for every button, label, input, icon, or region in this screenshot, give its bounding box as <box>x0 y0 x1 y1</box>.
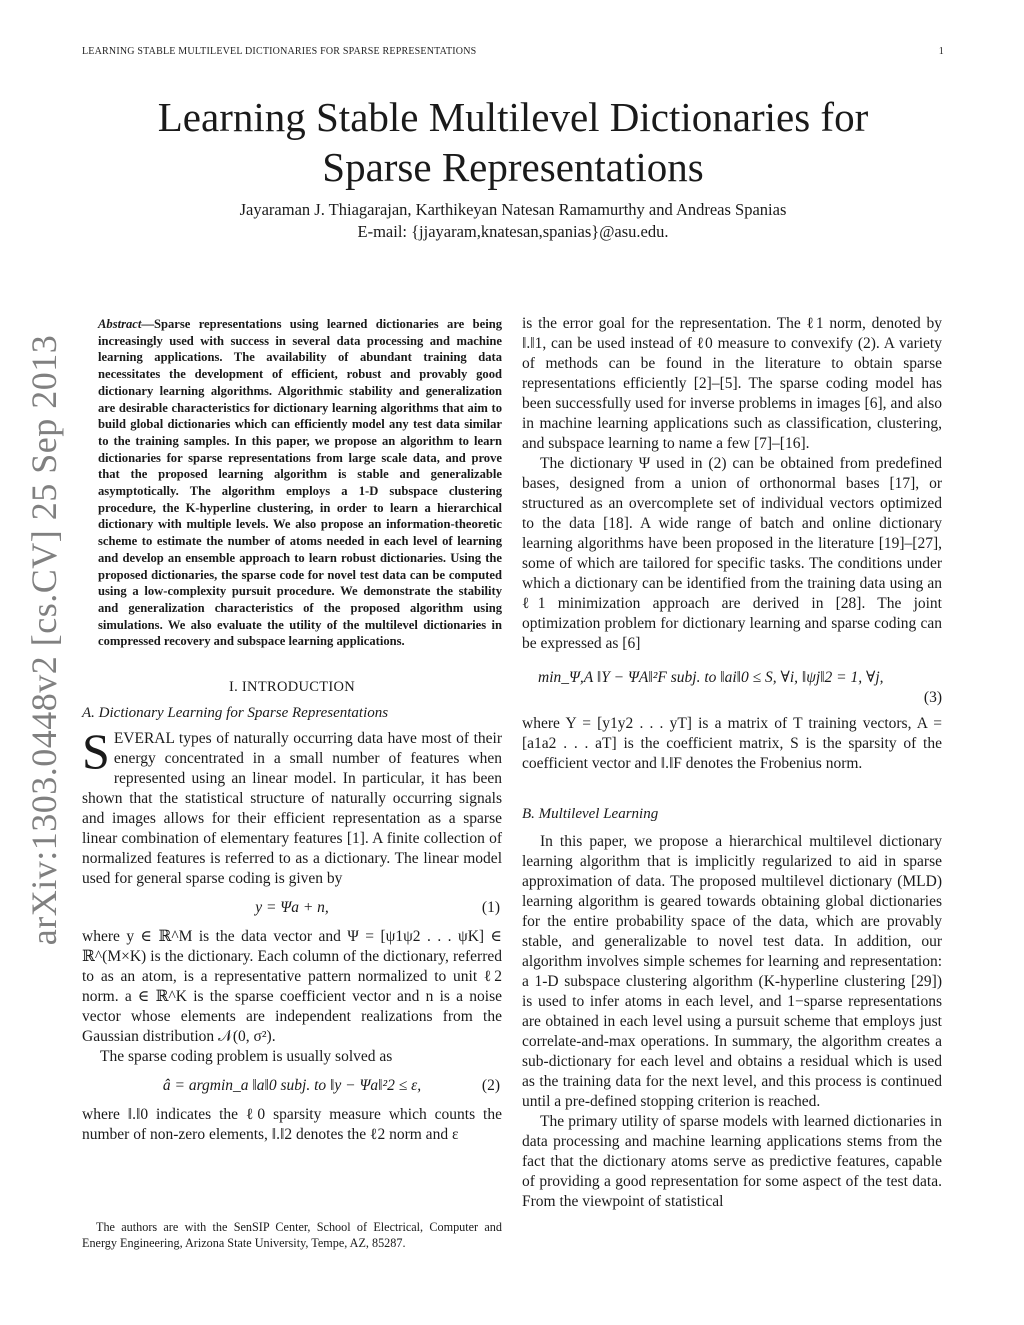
equation-2-number: (2) <box>481 1077 500 1095</box>
intro-paragraph-4: where ‖.‖0 indicates the ℓ0 sparsity measure which counts the number of non-zero elements, ‖.‖2 denotes the ℓ2 norm and ε <box>82 1106 502 1144</box>
abstract-lead: Abstract <box>98 317 142 331</box>
subsection-title-b: B. Multilevel Learning <box>522 806 659 822</box>
equation-3-body: min_Ψ,A ‖Y − ΨA‖²F subj. to ‖ai‖0 ≤ S, ∀i, ‖ψj‖2 = 1, ∀j, <box>538 669 884 686</box>
equation-2 <box>82 1076 502 1096</box>
abstract <box>82 316 502 650</box>
dropcap: S <box>82 723 110 780</box>
author-block <box>82 199 944 243</box>
equation-3-number: (3) <box>923 689 942 706</box>
intro-paragraph-2: where y ∈ ℝ^M is the data vector and Ψ = [ψ1ψ2 . . . ψK] ∈ ℝ^(M×K) is the dictionary. Each column of the dictionary, referred to as an atom, is a representative pattern normalized to unit ℓ2 norm. a ∈ ℝ^K is the sparse coefficient vector and n is a noise vector whose elements are independent realizations from the Gaussian distribution 𝒩(0, σ²). <box>82 928 502 1046</box>
intro-paragraph-1-text: EVERAL types of naturally occurring data have most of their energy concentrated in a small number of features when represented using an linear model. In particular, it has been shown that the statistical structure of naturally occurring signals and images allows for their efficient representation as a sparse linear combination of elementary features [1]. A finite collection of normalized features is referred to as a dictionary. The linear model used for general sparse coding is given by <box>82 730 502 888</box>
equation-1-body: y = Ψa + n, <box>255 899 329 917</box>
subsection-title-a: A. Dictionary Learning for Sparse Representations <box>82 705 389 722</box>
footnote: The authors are with the SenSIP Center, School of Electrical, Computer and Energy Engineering, Arizona State University, Tempe, AZ, 85287. <box>82 1220 502 1250</box>
authors: Jayaraman J. Thiagarajan, Karthikeyan Natesan Ramamurthy and Andreas Spanias <box>239 200 787 219</box>
running-head-title: LEARNING STABLE MULTILEVEL DICTIONARIES FOR SPARSE REPRESENTATIONS <box>82 46 477 57</box>
equation-1-number: (1) <box>481 899 500 917</box>
paper-title <box>82 92 944 192</box>
abstract-body: —Sparse representations using learned dictionaries are being increasingly used with success in several data processing and machine learning applications. The availability of abundant training data necessitates the development of efficient, robust and provably good dictionary learning algorithms. Algorithmic stability and generalization are desirable characteristics for dictionary learning algorithms that aim to build global dictionaries which can efficiently model any test data similar to the training samples. In this paper, we propose an algorithm to learn dictionaries for sparse representations from large scale data, and prove that the proposed learning algorithm is stable and generalizable asymptotically. The algorithm employs a 1-D subspace clustering procedure, the K-hyperline clustering, in order to learn a hierarchical dictionary with multiple levels. We also propose an information-theoretic scheme to estimate the number of atoms needed in each level of learning and develop an ensemble approach to learn robust dictionaries. Using the proposed dictionaries, the sparse code for novel test data can be computed using a low-complexity pursuit procedure. We demonstrate the stability and generalization characteristics of the proposed algorithm using simulations. We also evaluate the utility of the multilevel dictionaries in compressed recovery and subspace learning applications. <box>98 317 502 649</box>
page-number: 1 <box>938 46 944 57</box>
intro-paragraph-1 <box>82 723 502 889</box>
intro-paragraph-3: The sparse coding problem is usually solved as <box>100 1048 393 1066</box>
equation-1 <box>82 898 502 918</box>
left-column <box>82 316 502 1145</box>
arxiv-stamp-text: arXiv:1303.0448v2 [cs.CV] 25 Sep 2013 <box>24 334 64 946</box>
section-title: I. INTRODUCTION <box>228 679 356 696</box>
equation-3 <box>522 668 942 708</box>
right-paragraph-3: where Y = [y1y2 . . . yT] is a matrix of T training vectors, A = [a1a2 . . . aT] is the coefficient matrix, S is the sparsity of the coefficient vector and ‖.‖F denotes the Frobenius norm. <box>522 715 942 772</box>
running-head <box>82 46 944 57</box>
right-paragraph-1: is the error goal for the representation. The ℓ1 norm, denoted by ‖.‖1, can be used instead of ℓ0 measure to convexify (2). A variety of methods can be found in the literature to obtain sparse representations efficiently [2]–[5]. The sparse coding model has been successfully used for inverse problems in images [6], and also in machine learning applications such as classification, clustering, and subspace learning to name a few [7]–[16]. <box>522 315 942 452</box>
right-paragraph-5: The primary utility of sparse models with learned dictionaries in data processing and machine learning applications stems from the fact that the dictionary atoms serve as predictive features, capable of providing a good representation for some aspect of the test data. From the viewpoint of statistical <box>522 1113 942 1210</box>
equation-2-body: â = argmin_a ‖a‖0 subj. to ‖y − Ψa‖²2 ≤ ε, <box>162 1077 422 1095</box>
email: E-mail: {jjayaram,knatesan,spanias}@asu.edu. <box>357 222 669 241</box>
right-paragraph-2: The dictionary Ψ used in (2) can be obtained from predefined bases, designed from a union of orthonormal bases [17], or structured as an overcomplete set of individual vectors optimized to the data [18]. A wide range of batch and online dictionary learning algorithms have been proposed in the literature [19]–[27], some of which are tailored for specific tasks. The conditions under which a dictionary can be identified from the training data using an ℓ1 minimization approach are derived in [28]. The joint optimization problem for dictionary learning and sparse coding can be expressed as [6] <box>522 455 942 652</box>
right-column <box>522 314 942 1212</box>
right-paragraph-4: In this paper, we propose a hierarchical multilevel dictionary learning algorithm that is implicitly regularized to aid in sparse approximation of data. The proposed multilevel dictionary (MLD) learning algorithm is geared towards obtaining global dictionaries for the entire probability space of the data, which are provably stable, and generalizable to novel test data. In addition, our algorithm involves simple schemes for learning and representation: a 1-D subspace clustering algorithm (K-hyperline clustering [29]) is used to infer atoms in each level, and 1−sparse representations are obtained in each level using a pursuit scheme that employs just correlate-and-max operations. In summary, the algorithm creates a sub-dictionary for each level and obtains a residual which is used as the training data for the next level, and this process is continued until a pre-defined stopping criterion is reached. <box>522 833 942 1110</box>
title-line-2: Sparse Representations <box>322 144 704 190</box>
title-line-1: Learning Stable Multilevel Dictionaries for <box>157 94 869 140</box>
